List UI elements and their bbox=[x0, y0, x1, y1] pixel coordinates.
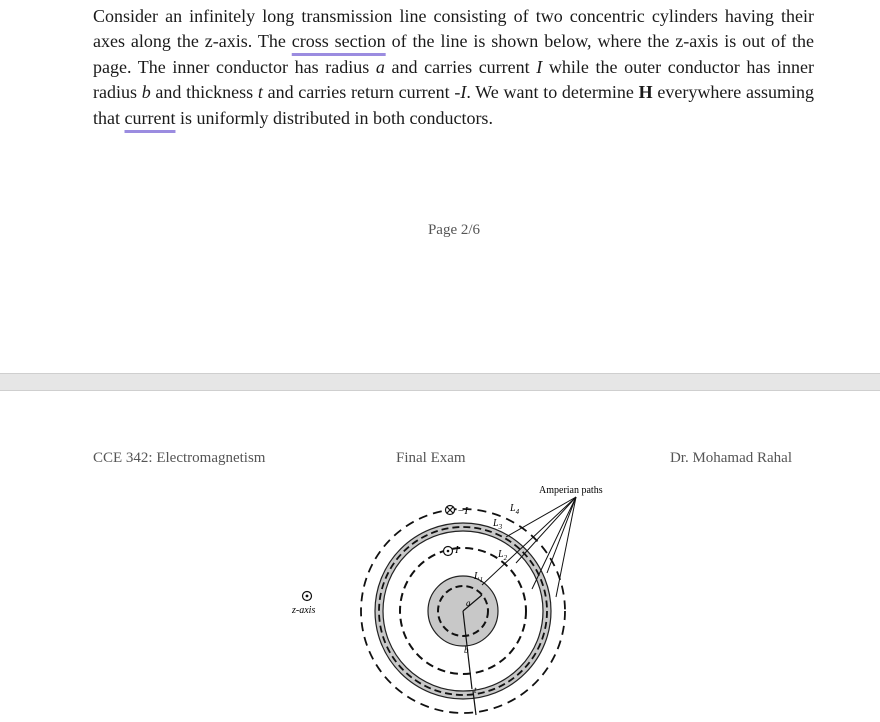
label-b: b bbox=[464, 645, 469, 655]
text-run: . We want to determine bbox=[466, 82, 639, 103]
page-3 bbox=[0, 391, 880, 717]
label-neg-current: −I bbox=[457, 505, 469, 517]
text-run: Consider an infinitely long transmission line consisting of two concentric cylinders having their axes along the z-axis. The bbox=[93, 6, 814, 52]
text-run: of the line is shown below, where the z-axis is out of the page. The inner conductor has radius bbox=[93, 31, 814, 77]
var-I: I bbox=[536, 56, 543, 77]
current-into-page-icon bbox=[446, 506, 455, 515]
z-axis-out-of-page-icon bbox=[303, 592, 312, 601]
var-t: t bbox=[257, 82, 263, 103]
amperian-paths-label: Amperian paths bbox=[539, 485, 603, 496]
label-L2: $L_2$ bbox=[498, 549, 508, 562]
label-L3: $L_3$ bbox=[493, 518, 503, 531]
text-run: and thickness bbox=[150, 82, 258, 103]
z-axis-label: z-axis bbox=[292, 605, 316, 616]
problem-statement bbox=[93, 4, 814, 131]
header-exam: Final Exam bbox=[396, 450, 466, 466]
var-neg-I: -I bbox=[454, 82, 467, 103]
var-b: b bbox=[141, 82, 151, 103]
text-run: is uniformly distributed in both conductors. bbox=[175, 107, 493, 128]
page-separator bbox=[0, 373, 880, 391]
page-number: Page 2/6 bbox=[427, 222, 481, 238]
text-run: and carries current bbox=[384, 56, 537, 77]
label-t: t bbox=[474, 685, 477, 695]
coax-diagram bbox=[270, 485, 640, 717]
label-L4: $L_4$ bbox=[510, 503, 520, 516]
text-run: and carries return current bbox=[262, 82, 455, 103]
highlighted-term-cross-section[interactable]: cross section bbox=[291, 31, 386, 52]
text-run: while the outer conductor has inner radius bbox=[93, 56, 814, 103]
label-a: a bbox=[466, 598, 471, 608]
header-course: CCE 342: Electromagnetism bbox=[93, 450, 266, 466]
var-H: H bbox=[638, 82, 653, 103]
var-a: a bbox=[375, 56, 385, 77]
current-out-of-page-icon bbox=[444, 547, 453, 556]
highlighted-term-current[interactable]: current bbox=[124, 107, 176, 128]
header-instructor: Dr. Mohamad Rahal bbox=[669, 450, 792, 466]
text-run: everywhere assuming that bbox=[93, 82, 815, 128]
coax-cross-section-figure bbox=[270, 485, 640, 717]
label-L1: $L_1$ bbox=[474, 571, 484, 584]
label-pos-current: I bbox=[455, 544, 459, 556]
